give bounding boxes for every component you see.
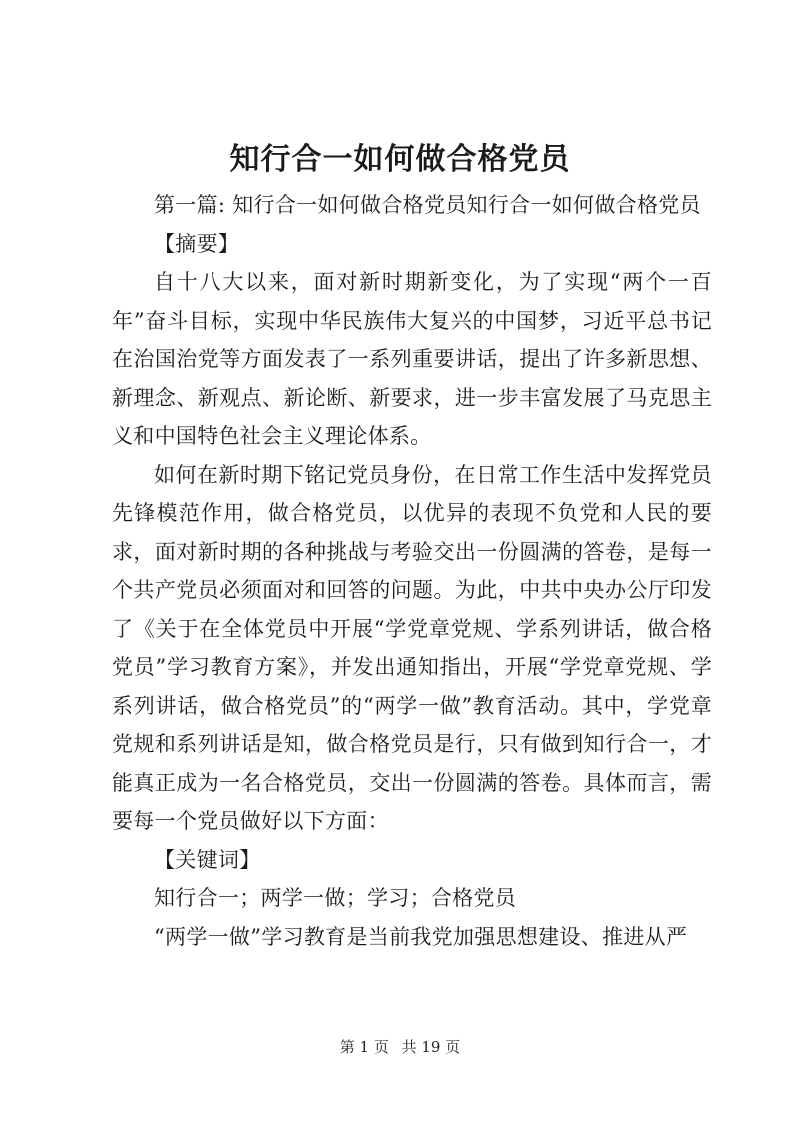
article-heading: 第一篇: 知行合一如何做合格党员知行合一如何做合格党员: [154, 193, 701, 217]
document-title: 知行合一如何做合格党员: [229, 142, 571, 177]
abstract-paragraph-1: 自十八大以来，面对新时期新变化，为了实现“两个一百年”奋斗目标，实现中华民族伟大复兴的中国梦，习近平总书记在治国治党等方面发表了一系列重要讲话，提出了许多新思想、新理念、新观点、新论断、新要求，进一步丰富发展了马克思主义和中国特色社会主义理论体系。: [112, 270, 712, 448]
abstract-label: 【摘要】: [154, 231, 240, 256]
page-number: 第 1 页: [339, 1038, 389, 1056]
total-pages: 共 19 页: [401, 1038, 461, 1056]
body-paragraph: “两学一做”学习教育是当前我党加强思想建设、推进从严: [154, 924, 688, 949]
keywords-label: 【关键词】: [154, 847, 261, 872]
page-footer: [0, 1036, 800, 1058]
abstract-paragraph-2: 如何在新时期下铭记党员身份，在日常工作生活中发挥党员先锋模范作用，做合格党员，以优异的表现不负党和人民的要求，面对新时期的各种挑战与考验交出一份圆满的答卷，是每一个共产党员必须面对和回答的问题。为此，中共中央办公厅印发了《关于在全体党员中开展“学党章党规、学系列讲话，做合格党员”学习教育方案》，并发出通知指出，开展“学党章党规、学系列讲话，做合格党员”的“两学一做”教育活动。其中，学党章党规和系列讲话是知，做合格党员是行，只有做到知行合一，才能真正成为一名合格党员，交出一份圆满的答卷。具体而言，需要每一个党员做好以下方面：: [112, 462, 712, 833]
document-body: [112, 186, 712, 956]
keywords-text: 知行合一；两学一做；学习；合格党员: [154, 886, 517, 910]
